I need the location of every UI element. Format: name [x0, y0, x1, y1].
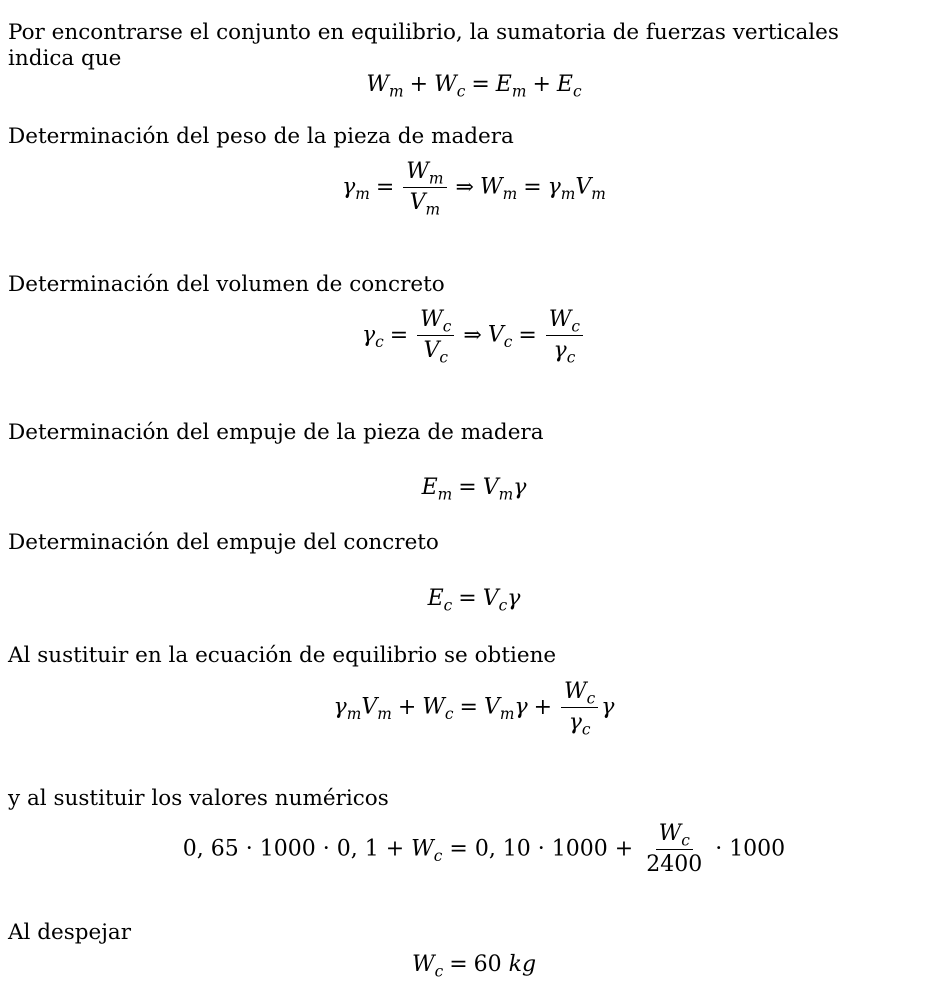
paragraph-volume-concrete: Determinación del volumen de concreto	[8, 272, 445, 297]
fraction: $\frac{W_c}{\gamma_c}$	[546, 308, 583, 363]
paragraph-substitute: Al sustituir en la ecuación de equilibrio se obtiene	[8, 643, 557, 668]
equation-result: $W_c = 60$ kg	[411, 952, 537, 981]
fraction: $\frac{W_c}{V_c}$	[417, 308, 454, 363]
fraction: $\frac{W_c}{\gamma_c}$	[561, 680, 598, 735]
result-unit: kg	[508, 952, 537, 977]
equation-substituted: $\gamma_mV_m + W_c = V_m\gamma$ + $\frac{W_c}{\gamma_c}$ γ	[333, 679, 615, 739]
paragraph-buoyancy-wood: Determinación del empuje de la pieza de madera	[8, 420, 544, 445]
fraction: $\frac{W_c}{2400}$	[643, 822, 705, 877]
equation-volume-concrete: $\gamma_c$ = $\frac{W_c}{V_c}$ ⇒ $V_c$ = $\frac{W_c}{\gamma_c}$	[0, 308, 948, 363]
equation-weight-wood: $\gamma_m$ = $\frac{W_m}{V_m}$ ⇒ $W_m = \gamma_mV_m$	[342, 159, 606, 219]
fraction-denominator: 2400	[646, 852, 703, 877]
numeric-lhs: 0, 65 · 1000 · 0, 1 +	[182, 836, 405, 862]
numeric-rhs: = 0, 10 · 1000 +	[449, 836, 634, 862]
paragraph-solve: Al despejar	[8, 920, 132, 945]
numeric-tail: · 1000	[715, 836, 786, 862]
equation-buoyancy-concrete: $E_c = V_c\gamma$	[427, 586, 521, 615]
equation-equilibrium: $W_m + W_c = E_m + E_c$	[366, 72, 582, 101]
paragraph-equilibrium-line2: indica que	[8, 46, 122, 71]
equation-buoyancy-wood: $E_m = V_m\gamma$	[421, 475, 527, 504]
result-value: 60	[473, 952, 502, 977]
equation-numeric: 0, 65 · 1000 · 0, $1 + W_c = 0$, 10 · 1000 + $\frac{W_c}{2400}$ · 1000	[182, 821, 786, 877]
paragraph-equilibrium-line1: Por encontrarse el conjunto en equilibrio, la sumatoria de fuerzas verticales	[8, 20, 839, 45]
paragraph-buoyancy-concrete: Determinación del empuje del concreto	[8, 530, 439, 555]
paragraph-weight-wood: Determinación del peso de la pieza de madera	[8, 124, 514, 149]
paragraph-numeric: y al sustituir los valores numéricos	[8, 786, 389, 811]
fraction: $\frac{W_m}{V_m}$	[403, 160, 446, 215]
